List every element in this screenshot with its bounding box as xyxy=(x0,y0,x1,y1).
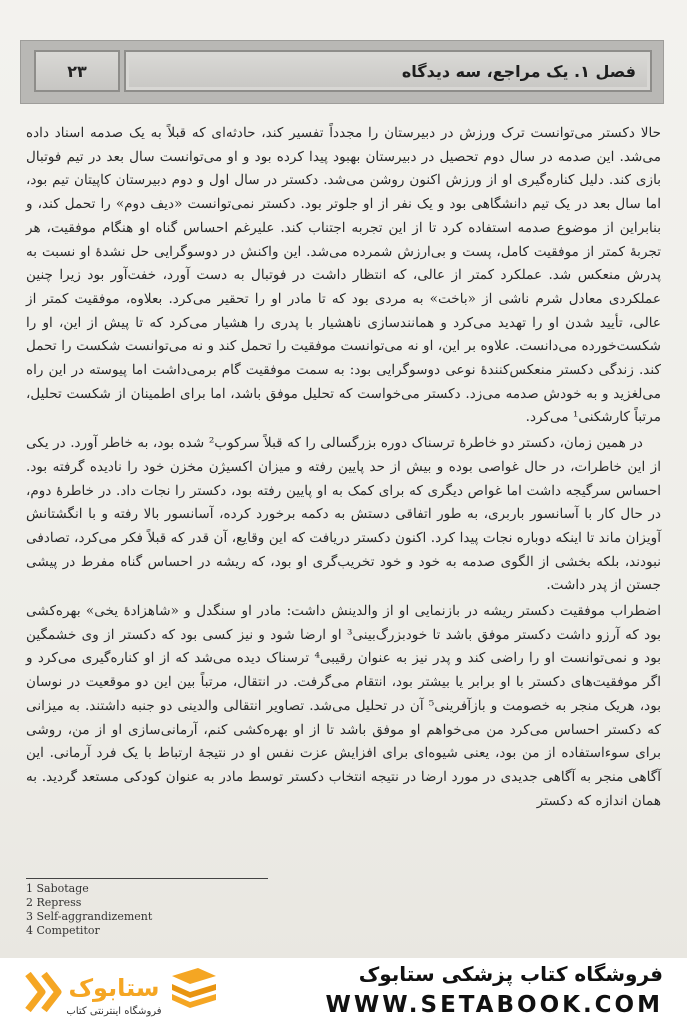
logo-subtext: فروشگاه اینترنتی کتاب xyxy=(66,1006,162,1017)
setabook-logo[interactable] xyxy=(22,964,218,1020)
chevron-icon xyxy=(28,974,58,1010)
paragraph: در همین زمان، دکستر دو خاطرهٔ ترسناک دوره بزرگسالی را که قبلاً سرکوب² شده بود، به خاطر آورد. در یکی از این خاطرات، در حال غواصی بوده و بیش از حد پایین رفته و میزان اکسیژن مخزن خود را نادیده گرفته بود. احساس سرگیجه داشت اما غواص دیگری که برای کمک به او پایین رفته بود، دکستر را نجات داد. در خاطرهٔ دوم، در حال کار با آسانسور باربری، به طور اتفاقی دستش به دکمه برخورد کرده، آسانسور بالا رفته و با انگشتانش آویزان ماند تا اینکه دوباره نجات پیدا کرد. اکنون دکستر دریافت که این وقایع، آن قدر که قبلاً فکر می‌کرد، تصادفی نبودند، بلکه بخشی از الگوی صدمه به خود و خود تخریب‌گری او بود، که ریشه در احساس گناه مفرط در پیشی جستن از پدر داشت. xyxy=(26,435,661,594)
footnote: 2 Repress xyxy=(26,896,82,909)
footnote-divider xyxy=(26,878,268,879)
paragraph: حالا دکستر می‌توانست ترک ورزش در دبیرستان را مجدداً تفسیر کند، حادثه‌ای که قبلاً به یک صدمه اسناد داده می‌شد. این صدمه در سال دوم تحصیل در دبیرستان بهبود پیدا کرده بود و او می‌توانست سال بعد در تیم فوتبال بازی کند. دلیل کناره‌گیری او از ورزش اکنون روشن می‌شد. دکستر در سال اول و دوم دبیرستان کاپیتان تیم بود، اما سال بعد در یک تیم دانشگاهی بود و یک نفر از او جلوتر بود. دکستر نمی‌توانست «دیف دوم» را تحمل کند، و بنابراین از موضوع صدمه استفاده کرد تا از این تجربه اجتناب کند. علیرغم احساس گناه او هنگام موفقیت، هر تجربهٔ کمتر از موفقیت کامل، پست و بی‌ارزش شمرده می‌شد. این واکنش در دوسوگرایی حل نشدهٔ او نسبت به پدرش منعکس شد. عملکرد کمتر از عالی، که انتظار داشت در فوتبال به دست آورد، خفت‌آور بود زیرا چنین عملکردی معادل شرم ناشی از «باخت» به مردی بود که تا مادر او را تحقیر می‌کرد. بعلاوه، موفقیت کمتر از عالی، تأیید شدن او را تهدید می‌کرد و همانندسازی ناهشیار با پدری را هشیار می‌کرد که تا پیش از این، او را شکست‌خورده می‌دانست. علاوه بر این، او نه می‌توانست موفقیت را تحمل کند و نه می‌توانست شکست را تحمل کند. زندگی دکستر منعکس‌کنندهٔ نوعی دوسوگرایی بود: به سمت موفقیت گام برمی‌داشت اما پیوسته در این راه می‌لغزید و به خودش صدمه می‌زد. دکستر می‌خواست که تحلیل موفق باشد، اما برای اطمینان از شکست تحلیل، مرتباً کارشکنی¹ می‌کرد. xyxy=(26,125,661,426)
book-stack-icon xyxy=(172,968,216,1008)
footnote: 3 Self-aggrandizement xyxy=(26,910,153,923)
store-name: فروشگاه کتاب پزشکی ستابوک xyxy=(358,962,663,986)
page-number: ۲۳ xyxy=(34,50,120,92)
chapter-title: فصل ۱. یک مراجع، سه دیدگاه xyxy=(124,50,652,92)
footnote: 1 Sabotage xyxy=(26,882,89,895)
footnote: 4 Competitor xyxy=(26,924,100,937)
body-text xyxy=(26,122,661,813)
chapter-header xyxy=(20,40,664,104)
logo-text: ستابوک xyxy=(68,974,160,1002)
store-url[interactable]: WWW.SETABOOK.COM xyxy=(325,992,663,1018)
paragraph: اضطراب موفقیت دکستر ریشه در بازنمایی او از والدینش داشت: مادر او سنگدل و «شاهزادهٔ یخی» بهره‌کشی بود که آرزو داشت دکستر موفق باشد تا خودبزرگ‌بینی³ او ارضا شود و نیز کسی بود که دکستر از وی خشمگین بود و نمی‌توانست او را راضی کند و پدر نیز به عنوان رقیبی⁴ ترسناک دیده می‌شد که از او کناره‌گیری می‌کرد و اگر موفقیت‌های دکستر با او برابر یا بیشتر بود، انتقام می‌گرفت. در انتقال، مرتباً بین این دو موقعیت در نوسان بود، هریک منجر به خصومت و بازآفرینی⁵ آن در تحلیل می‌شد. تصاویر انتقالی والدینی دو جنبه داشتند. به میزانی که دکستر احساس می‌کرد من می‌خواهم او موفق باشد تا از او بهره‌کشی کنم، آرمانی‌سازی او از من، روشی برای سوءاستفاده از من بود، یعنی شیوه‌ای برای افزایش عزت نفس او در نتیجهٔ ارتباط با یک فرد آرمانی. این آگاهی منجر به آگاهی جدیدی در مورد ارضا در نتیجه انتخاب دکستر توسط مادر به عنوان کودکی مستعد گردید. به همان اندازه که دکستر xyxy=(26,603,662,809)
footnotes xyxy=(26,882,152,938)
